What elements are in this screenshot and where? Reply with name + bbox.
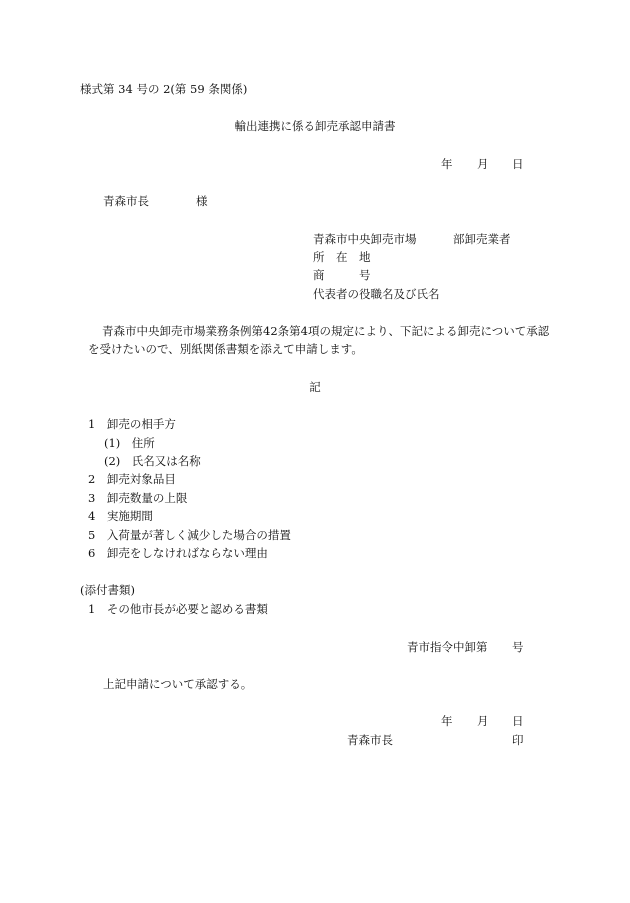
list-item: 2 卸売対象品目: [88, 472, 176, 486]
applicant-role: 部卸売業者: [453, 232, 511, 246]
form-number: 様式第 34 号の 2(第 59 条関係): [80, 82, 248, 96]
approval-date-year: 年: [441, 714, 453, 728]
list-item: 6 卸売をしなければならない理由: [88, 546, 268, 560]
body-paragraph: 青森市中央卸売市場業務条例第42条第4項の規定により、下記による卸売について承認を受けたいので、別紙関係書類を添えて申請します。: [88, 324, 550, 356]
attachments-item: 1 その他市長が必要と認める書類: [88, 602, 268, 616]
approval-date-month: 月: [477, 714, 489, 728]
approval-text: 上記申請について承認する。: [103, 677, 253, 691]
document-title: 輸出連携に係る卸売承認申請書: [234, 119, 396, 133]
addressee-name: 青森市長: [103, 194, 149, 208]
list-item: 1 卸売の相手方: [88, 417, 176, 431]
addressee-honorific: 様: [196, 194, 208, 208]
attachments-heading: (添付書類): [80, 583, 135, 597]
list-item: 4 実施期間: [88, 509, 153, 523]
applicant-address-label: 所 在 地: [313, 250, 371, 264]
date-year: 年: [441, 157, 453, 171]
date-month: 月: [477, 157, 489, 171]
applicant-market: 青森市中央卸売市場: [313, 232, 417, 246]
applicant-representative-label: 代表者の役職名及び氏名: [313, 287, 440, 301]
date-day: 日: [512, 157, 524, 171]
applicant-trade-name-label: 商 号: [313, 268, 371, 282]
approval-ref-prefix: 青市指令中卸第: [407, 640, 488, 654]
approval-signer: 青森市長: [347, 733, 393, 747]
approval-date-day: 日: [512, 714, 524, 728]
list-item: (2) 氏名又は名称: [104, 454, 201, 468]
list-item: 5 入荷量が著しく減少した場合の措置: [88, 528, 291, 542]
seal-mark: 印: [512, 733, 524, 747]
list-item: (1) 住所: [104, 436, 155, 450]
list-item: 3 卸売数量の上限: [88, 491, 188, 505]
approval-ref-suffix: 号: [512, 640, 524, 654]
ki-heading: 記: [309, 380, 321, 394]
